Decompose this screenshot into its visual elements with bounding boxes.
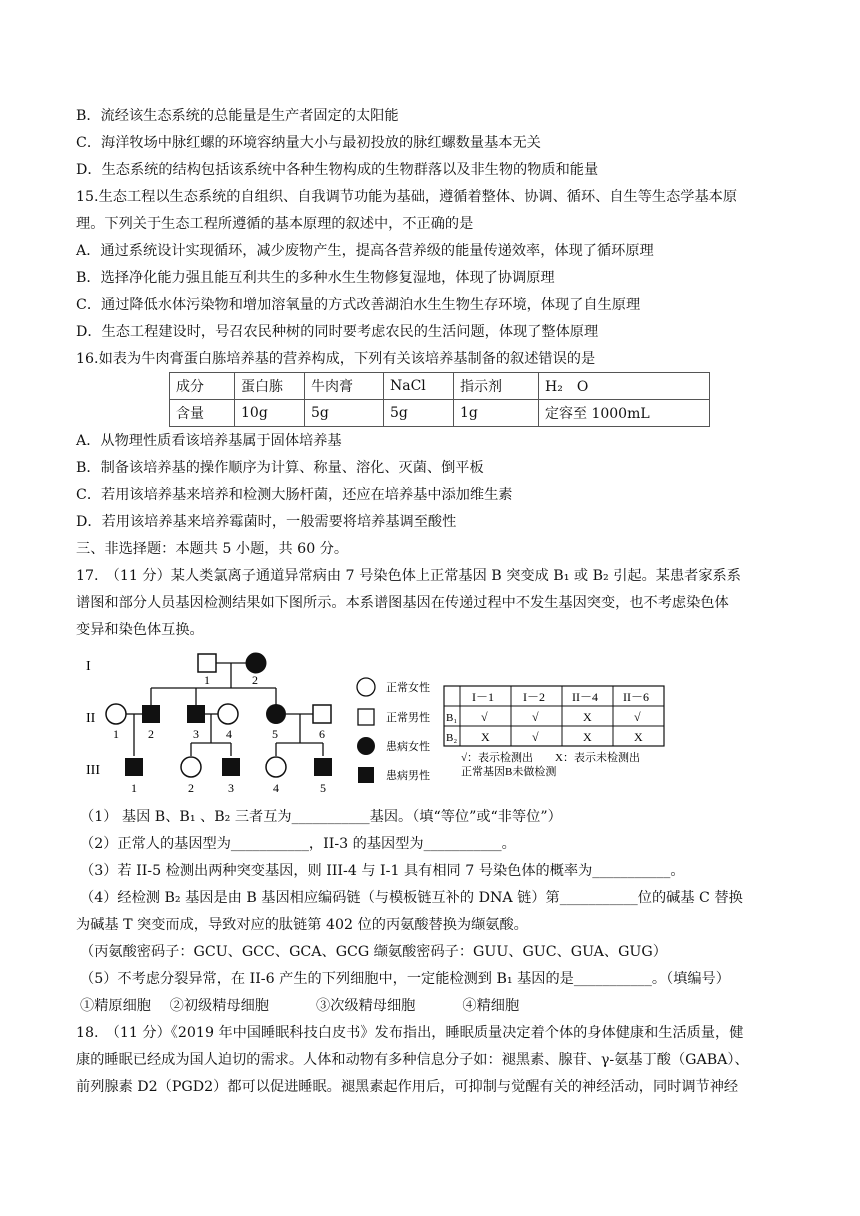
codon-note: （丙氨酸密码子：GCU、GCC、GCA、GCG 缬氨酸密码子：GUU、GUC、GUA、GUG） (80, 944, 667, 960)
pedigree-affected-male (142, 705, 160, 723)
individual-number: 4 (273, 781, 279, 795)
question-18-stem: 18. （11 分）《2019 年中国睡眠科技白皮书》发布指出，睡眠质量决定着个体的身体健康和生活质量，健 (76, 1025, 744, 1041)
pedigree-affected-male (125, 758, 143, 776)
pedigree-normal-male (198, 654, 216, 672)
individual-number: 3 (193, 727, 199, 741)
question-18-stem-cont2: 前列腺素 D2（PGD2）都可以促进睡眠。褪黑素起作用后，可抑制与觉醒有关的神经活动，同时调节神经 (76, 1079, 739, 1095)
pedigree-normal-female (266, 757, 286, 777)
individual-number: 6 (319, 727, 325, 741)
table-cell: √ (532, 730, 539, 744)
table-row (170, 400, 710, 427)
option-14b: B．流经该生态系统的总能量是生产者固定的太阳能 (76, 108, 399, 124)
table-header: II－4 (572, 690, 598, 704)
table-cell: 成分 (170, 373, 235, 400)
option-15a: A．通过系统设计实现循环，减少废物产生，提高各营养级的能量传递效率，体现了循环原理 (76, 243, 654, 259)
table-cell: 含量 (170, 400, 235, 427)
q17-part5-options: ①精原细胞 ②初级精母细胞 ③次级精母细胞 ④精细胞 (80, 998, 520, 1014)
table-cell: H₂ O (539, 373, 710, 400)
q17-part1: （1） 基因 B、B₁ 、B₂ 三者互为___________基因。（填“等位”或“非等位”） (80, 809, 562, 825)
option-15b: B．选择净化能力强且能互利共生的多种水生生物修复湿地，体现了协调原理 (76, 270, 555, 286)
table-cell: 指示剂 (454, 373, 539, 400)
q17-part3: （3）若 II-5 检测出两种突变基因，则 III-4 与 I-1 具有相同 7 号染色体的概率为___________。 (80, 863, 685, 879)
table-cell: √ (532, 710, 539, 724)
pedigree-affected-female (266, 704, 286, 724)
q17-part5: （5）不考虑分裂异常，在 II-6 产生的下列细胞中，一定能检测到 B₁ 基因的是___________。（填编号） (80, 971, 730, 987)
pedigree-affected-female (246, 653, 266, 673)
pedigree-figure (76, 648, 676, 798)
table-cell: X (634, 730, 643, 744)
row-label: B₂ (446, 732, 458, 744)
option-16c: C．若用该培养基来培养和检测大肠杆菌，还应在培养基中添加维生素 (76, 487, 513, 503)
table-header: I－2 (523, 690, 545, 704)
table-cell: 1g (454, 400, 539, 427)
question-17-stem: 17. （11 分）某人类氯离子通道异常病由 7 号染色体上正常基因 B 突变成 B₁ 或 B₂ 引起。某患者家系系 (76, 568, 741, 584)
table-row (170, 373, 710, 400)
q17-part4-cont: 为碱基 T 突变而成，导致对应的肽链第 402 位的丙氨酸替换为缬氨酸。 (76, 917, 528, 933)
question-18-stem-cont: 康的睡眠已经成为国人迫切的需求。人体和动物有多种信息分子如：褪黑素、腺苷、γ-氨基丁酸（GABA）、 (76, 1052, 749, 1068)
option-15d: D．生态工程建设时，号召农民种树的同时要考虑农民的生活问题，体现了整体原理 (76, 324, 599, 340)
generation-label: I (86, 659, 91, 674)
legend-label: 正常女性 (386, 682, 430, 694)
individual-number: 4 (226, 727, 232, 741)
table-cell: X (583, 710, 592, 724)
legend-affected-male-icon (358, 767, 374, 783)
question-17-stem-cont: 谱图和部分人员基因检测结果如下图所示。本系谱图基因在传递过程中不发生基因突变，也不考虑染色体 (76, 595, 729, 611)
option-15c: C．通过降低水体污染物和增加溶氧量的方式改善湖泊水生生物生存环境，体现了自生原理 (76, 297, 641, 313)
option-14d: D．生态系统的结构包括该系统中各种生物构成的生物群落以及非生物的物质和能量 (76, 162, 599, 178)
table-cell: NaCl (384, 373, 454, 400)
question-15-stem-cont: 理。下列关于生态工程所遵循的基本原理的叙述中，不正确的是 (76, 216, 474, 232)
legend-normal-female-icon (357, 678, 375, 696)
option-14c: C．海洋牧场中脉红螺的环境容纳量大小与最初投放的脉红螺数量基本无关 (76, 135, 541, 151)
generation-label: III (86, 763, 100, 778)
pedigree-affected-male (187, 705, 205, 723)
row-label: B₁ (446, 712, 458, 724)
table-cell: 牛肉膏 (305, 373, 384, 400)
pedigree-normal-male (313, 705, 331, 723)
individual-number: 1 (131, 781, 137, 795)
table-cell: 蛋白胨 (235, 373, 305, 400)
option-16a: A．从物理性质看该培养基属于固体培养基 (76, 433, 342, 449)
table-note: 正常基因B未做检测 (461, 766, 557, 778)
individual-number: 1 (204, 673, 210, 687)
table-header: II－6 (623, 690, 649, 704)
table-cell: √ (481, 710, 488, 724)
individual-number: 3 (228, 781, 234, 795)
pedigree-affected-male (314, 758, 332, 776)
q17-part4: （4）经检测 B₂ 基因是由 B 基因相应编码链（与模板链互补的 DNA 链）第___________位的碱基 C 替换 (80, 890, 743, 906)
table-cell: 定容至 1000mL (539, 400, 710, 427)
legend-label: 正常男性 (386, 712, 430, 724)
generation-label: II (86, 711, 96, 726)
table-cell: X (481, 730, 490, 744)
legend-label: 患病女性 (386, 741, 430, 753)
legend-label: 患病男性 (386, 770, 430, 782)
table-note: √：表示检测出 X：表示未检测出 (461, 752, 640, 764)
question-16-stem: 16.如表为牛肉膏蛋白胨培养基的营养构成，下列有关该培养基制备的叙述错误的是 (76, 351, 596, 367)
individual-number: 1 (113, 727, 119, 741)
table-cell: √ (634, 710, 641, 724)
gene-detection-table (444, 686, 664, 778)
pedigree-normal-female (106, 704, 126, 724)
table-cell: 5g (384, 400, 454, 427)
option-16d: D．若用该培养基来培养霉菌时，一般需要将培养基调至酸性 (76, 514, 457, 530)
media-composition-table (169, 372, 710, 427)
individual-number: 2 (252, 673, 258, 687)
question-17-stem-end: 变异和染色体互换。 (76, 622, 204, 638)
table-cell: 10g (235, 400, 305, 427)
individual-number: 2 (148, 727, 154, 741)
table-cell: 5g (305, 400, 384, 427)
legend-normal-male-icon (358, 709, 374, 725)
individual-number: 5 (320, 781, 326, 795)
pedigree-normal-female (181, 757, 201, 777)
individual-number: 2 (188, 781, 194, 795)
table-header: I－1 (472, 690, 494, 704)
section-heading: 三、非选择题：本题共 5 小题，共 60 分。 (76, 541, 349, 557)
table-cell: X (583, 730, 592, 744)
pedigree-normal-female (218, 704, 238, 724)
question-15-stem: 15.生态工程以生态系统的自组织、自我调节功能为基础，遵循着整体、协调、循环、自生等生态学基本原 (76, 189, 738, 205)
q17-part2: （2）正常人的基因型为___________，II-3 的基因型为___________。 (80, 836, 516, 852)
legend-affected-female-icon (357, 737, 375, 755)
pedigree-affected-male (222, 758, 240, 776)
individual-number: 5 (272, 727, 278, 741)
option-16b: B．制备该培养基的操作顺序为计算、称量、溶化、灭菌、倒平板 (76, 460, 484, 476)
